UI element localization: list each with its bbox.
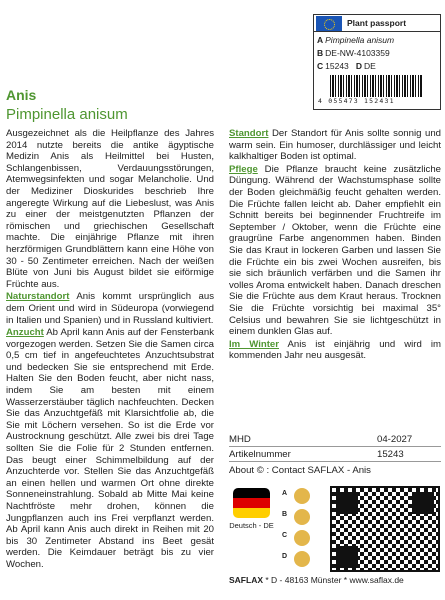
passport-species: Pimpinella anisum <box>325 35 395 45</box>
article-number-row <box>229 447 441 462</box>
eu-flag-icon <box>316 16 342 31</box>
plant-passport-title: Plant passport <box>347 18 407 28</box>
badge-label-a: A <box>282 490 288 497</box>
article-number-value: 15243 <box>377 449 404 460</box>
sowing-icon <box>294 509 310 525</box>
pflege-text: Die Pflanze braucht keine zusätzliche Düngung. Während der Wachstumsphase sollte der Boden gleichmäßig feucht gehalten werden. Die Früchte fallen leicht ab. Daher empfiehlt ein Schnitt bereits bei beginnender Fruchtreife im September / Oktober, wenn die Früchte eine graugrüne Farbe angenommen haben. Binden Sie das Kraut in lockeren Garben und lassen Sie die Früchte ein bis zwei Wochen ausreifen, bis sie sich bräunlich verfärben und die Samen ihr volles Aroma entwickelt haben. Danach dreschen Sie die Früchte aus dem Kraut heraus. Trocknen Sie die Früchte vorsichtig bei maximal 35° Celsius und bewahren Sie sie lichtgeschützt in einem dunklen Glas auf. <box>229 163 441 338</box>
section-winter <box>229 339 441 362</box>
about-contact: About © : Contact SAFLAX - Anis <box>229 465 371 476</box>
winter-text: Anis ist einjährig und wird im kommenden Jahr neu ausgesät. <box>229 338 441 362</box>
footer-brand: SAFLAX <box>229 575 263 585</box>
footer <box>229 575 441 585</box>
mhd-label: MHD <box>229 434 251 445</box>
standort-heading: Standort <box>229 128 269 139</box>
sprout-icon <box>294 530 310 546</box>
qr-code-icon <box>330 486 440 572</box>
left-column <box>6 128 214 572</box>
ean-number: 4 055473 152431 <box>318 97 395 105</box>
passport-country: DE <box>364 61 376 71</box>
sowing-badges <box>282 488 324 570</box>
language-label: Deutsch - DE <box>229 521 274 530</box>
section-anzucht <box>6 327 214 570</box>
section-standort <box>229 128 441 163</box>
mhd-value: 04-2027 <box>377 434 413 445</box>
german-flag-icon <box>233 488 270 518</box>
plant-passport <box>313 14 441 110</box>
harvest-icon <box>294 551 310 567</box>
anzucht-heading: Anzucht <box>6 327 44 339</box>
badge-label-b: B <box>282 511 288 518</box>
latin-name: Pimpinella anisum <box>6 106 128 123</box>
article-number-label: Artikelnummer <box>229 449 291 460</box>
naturstandort-text: Anis kommt ursprünglich aus dem Orient und wird in Südeuropa (vorwiegend in Italien und Spanien) und in Russland kultiviert. <box>6 291 214 326</box>
barcode-icon <box>330 75 422 97</box>
page-title: Anis <box>6 87 37 103</box>
passport-line-a: A Pimpinella anisum <box>317 35 395 45</box>
standort-text: Der Standort für Anis sollte sonnig und warm sein. Ein humoser, durchlässiger und leicht kalkhaltiger Boden ist optimal. <box>229 128 441 163</box>
section-naturstandort <box>6 291 214 326</box>
plant-passport-header <box>314 15 440 32</box>
passport-line-cd: C 15243 D DE <box>317 61 376 71</box>
passport-line-b: B DE-NW-4103359 <box>317 48 390 58</box>
winter-heading: Im Winter <box>229 338 280 350</box>
section-pflege <box>229 164 441 338</box>
footer-address: * D - 48163 Münster * www.saflax.de <box>263 575 404 585</box>
anzucht-text: Ab April kann Anis auf der Fensterbank vorgezogen werden. Setzen Sie die Samen circa 0,5 cm tief in angefeuchtetes Anzuchtsubstrat und bedecken Sie sie entsprechend mit Erde. Halten Sie den Boden feucht, aber nicht nass, indem Sie am besten mit einem Wasserzerstäuber täglich nachfeuchten. Decken Sie das Anzuchtgefäß mit Klarsichtfolie ab, die Sie mit Löchern versehen. So ist die Erde vor Austrocknung geschützt. Alle zwei bis drei Tage sollten Sie die Folie für 2 Stunden entfernen. Das beugt einer Schimmelbildung auf der Anzuchterde vor. Stellen Sie das Anzuchtgefäß an einen hellen und warmen Ort ohne direkte Sonneneinstrahlung. Sobald ab Mitte Mai keine Nachtfröste mehr drohen, können die Jungpflanzen auch ins Frei verpflanzt werden. Ab April kann Anis auch direkt in Reihen mit 20 bis 30 Zentimeter Abstand ins Beet gesät werden. Die Keimdauer beträgt bis zu vier Wochen. <box>6 327 214 570</box>
passport-lot: 15243 <box>325 61 349 71</box>
pflege-heading: Pflege <box>229 163 258 175</box>
right-column <box>229 128 441 363</box>
mhd-row <box>229 432 441 447</box>
naturstandort-heading: Naturstandort <box>6 291 70 303</box>
info-table <box>229 432 441 477</box>
badge-label-c: C <box>282 532 288 539</box>
passport-registration: DE-NW-4103359 <box>325 48 390 58</box>
seed-icon <box>294 488 310 504</box>
intro-text: Ausgezeichnet als die Heilpflanze des Jahres 2014 nutzte bereits die antike ägyptische Medizin Anis als Heilmittel bei Husten, Schlangenbissen, Verdauungsstörungen, Atemwegsinfekten und sogar Melancholie. Und der Mediziner Dioskurides beschrieb Ihre angeregte Wirkung auf die Liebeslust, was Anis zu einer der meistgenutzten Pflanzen der römischen und griechischen Gesellschaft machte. Die einjährige Pflanze mit ihren herzförmigen Grundblättern kann eine Höhe von 30 - 50 Zentimeter erreichen. Nach der weißen Blüte von Juni bis August bildet sie eiförmige Früchte aus. <box>6 128 214 290</box>
badge-label-d: D <box>282 553 288 560</box>
